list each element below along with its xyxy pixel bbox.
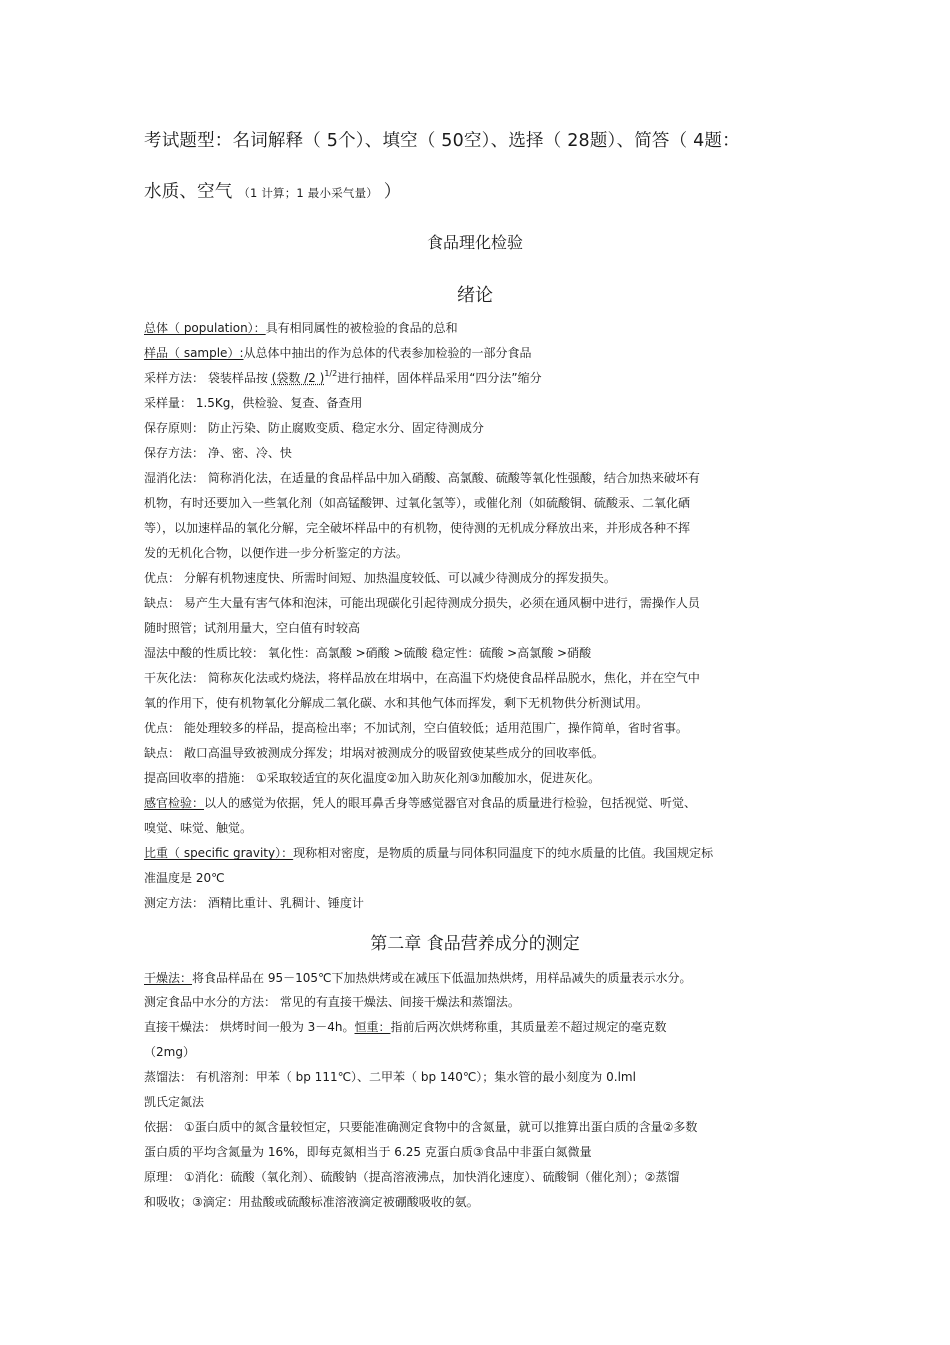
text-segment: 直接干燥法： 烘烤时间一般为 3－4h。 — [144, 1020, 355, 1034]
chapter-2-heading: 第二章 食品营养成分的测定 — [370, 934, 580, 954]
text-line: 机物，有时还要加入一些氧化剂（如高锰酸钾、过氧化氢等），或催化剂（如硫酸铜、硫酸汞、二氧化硒 — [144, 496, 691, 510]
sampling-formula: (袋数 /2 ) — [271, 371, 325, 385]
text-line: 蒸馏法： 有机溶剂：甲苯（ bp 111℃）、二甲苯（ bp 140℃）；集水管的最小刻度为 0.lml — [144, 1070, 636, 1084]
definition-text: 从总体中抽出的作为总体的代表参加检验的一部分食品 — [243, 346, 532, 360]
term-sample: 样品（ sample）: — [144, 346, 244, 360]
exam-format-line-2 — [144, 180, 401, 205]
term-sensory: 感官检验： — [144, 796, 205, 810]
text-line: 原理： ①消化：硫酸（氧化剂）、硫酸钠（提高溶液沸点，加快消化速度）、硫酸铜（催化剂）；②蒸馏 — [144, 1170, 680, 1184]
text-line: 随时照管；试剂用量大，空白值有时较高 — [144, 621, 361, 635]
text-line: 采样量： 1.5Kg，供检验、复查、备查用 — [144, 396, 363, 410]
text-line: 凯氏定氮法 — [144, 1095, 205, 1109]
text-line: 优点： 分解有机物速度快、所需时间短、加热温度较低、可以减少待测成分的挥发损失。 — [144, 571, 616, 585]
definition-population — [144, 320, 458, 336]
text-line: 蛋白质的平均含氮量为 16%，即每克氮相当于 6.25 克蛋白质③食品中非蛋白氮微量 — [144, 1145, 592, 1159]
definition-text: 将食品样品在 95－105℃下加热烘烤或在减压下低温加热烘烤，用样品减失的质量表示水分。 — [192, 971, 692, 985]
exam-format-close: ） — [383, 182, 402, 202]
text-line: 等），以加速样品的氧化分解，完全破坏样品中的有机物，使待测的无机成分释放出来，并形成各种不挥 — [144, 521, 691, 535]
text-line: 准温度是 20℃ — [144, 871, 225, 885]
text-line: 优点： 能处理较多的样品，提高检出率；不加试剂，空白值较低；适用范围广，操作简单，省时省事。 — [144, 721, 688, 735]
intro-heading: 绪论 — [457, 285, 493, 306]
text-line: 保存方法： 净、密、冷、快 — [144, 446, 292, 460]
text-segment: 指前后两次烘烤称重，其质量差不超过规定的毫克数 — [390, 1020, 667, 1034]
text-line: 缺点： 易产生大量有害气体和泡沫，可能出现碳化引起待测成分损失，必须在通风橱中进行，需操作人员 — [144, 596, 700, 610]
definition-text: 具有相同属性的被检验的食品的总和 — [265, 321, 458, 335]
text-line: 和吸收；③滴定：用盐酸或硫酸标准溶液滴定被硼酸吸收的氨。 — [144, 1195, 479, 1209]
exam-format-line-1: 考试题型：名词解释（ 5个）、填空（ 50空）、选择（ 28题）、简答（ 4题： — [144, 131, 740, 151]
main-title: 食品理化检验 — [426, 233, 523, 252]
term-constant-weight: 恒重： — [354, 1020, 391, 1034]
sampling-method — [144, 370, 542, 386]
exam-format-topics: 水质、空气 — [144, 182, 233, 202]
text-line: （2mg） — [144, 1045, 195, 1059]
term-specific-gravity: 比重（ specific gravity）： — [144, 846, 294, 860]
text-line: 测定食品中水分的方法： 常见的有直接干燥法、间接干燥法和蒸馏法。 — [144, 995, 520, 1009]
text-line: 依据： ①蛋白质中的氮含量较恒定，只要能准确测定食物中的含氮量，就可以推算出蛋白质的含量②多数 — [144, 1120, 698, 1134]
definition-drying — [144, 970, 691, 986]
definition-sensory — [144, 795, 696, 811]
definition-sample — [144, 345, 532, 361]
text-line: 发的无机化合物，以便作进一步分析鉴定的方法。 — [144, 546, 409, 560]
text-segment: 进行抽样，固体样品采用“四分法”缩分 — [337, 371, 542, 385]
term-drying: 干燥法： — [144, 971, 193, 985]
formula-exponent: 1/2 — [324, 369, 338, 378]
definition-text: 现称相对密度，是物质的质量与同体积同温度下的纯水质量的比值。我国规定标 — [293, 846, 714, 860]
text-line: 保存原则： 防止污染、防止腐败变质、稳定水分、固定待测成分 — [144, 421, 484, 435]
text-line: 提高回收率的措施： ①采取较适宜的灰化温度②加入助灰化剂③加酸加水，促进灰化。 — [144, 771, 601, 785]
definition-specific-gravity — [144, 845, 713, 861]
text-line: 湿消化法： 简称消化法，在适量的食品样品中加入硝酸、高氯酸、硫酸等氧化性强酸，结合加热来破坏有 — [144, 471, 700, 485]
text-segment: 采样方法： 袋装样品按 — [144, 371, 272, 385]
text-line: 缺点： 敞口高温导致被测成分挥发；坩埚对被测成分的吸留致使某些成分的回收率低。 — [144, 746, 604, 760]
text-line: 测定方法： 酒精比重计、乳稠计、锤度计 — [144, 896, 364, 910]
definition-text: 以人的感觉为依据，凭人的眼耳鼻舌身等感觉器官对食品的质量进行检验，包括视觉、听觉、 — [204, 796, 697, 810]
exam-format-note: （1 计算；1 最小采气量） — [238, 186, 379, 200]
text-line: 嗅觉、味觉、触觉。 — [144, 821, 253, 835]
text-line: 氧的作用下，使有机物氧化分解成二氧化碳、水和其他气体而挥发，剩下无机物供分析测试用。 — [144, 696, 649, 710]
term-population: 总体（ population）： — [144, 321, 266, 335]
text-line: 湿法中酸的性质比较： 氧化性：高氯酸 >硝酸 >硫酸 稳定性：硫酸 >高氯酸 >硝酸 — [144, 646, 592, 660]
text-line: 干灰化法： 简称灰化法或灼烧法，将样品放在坩埚中，在高温下灼烧使食品样品脱水，焦化，并在空气中 — [144, 671, 700, 685]
direct-drying-line — [144, 1019, 667, 1035]
